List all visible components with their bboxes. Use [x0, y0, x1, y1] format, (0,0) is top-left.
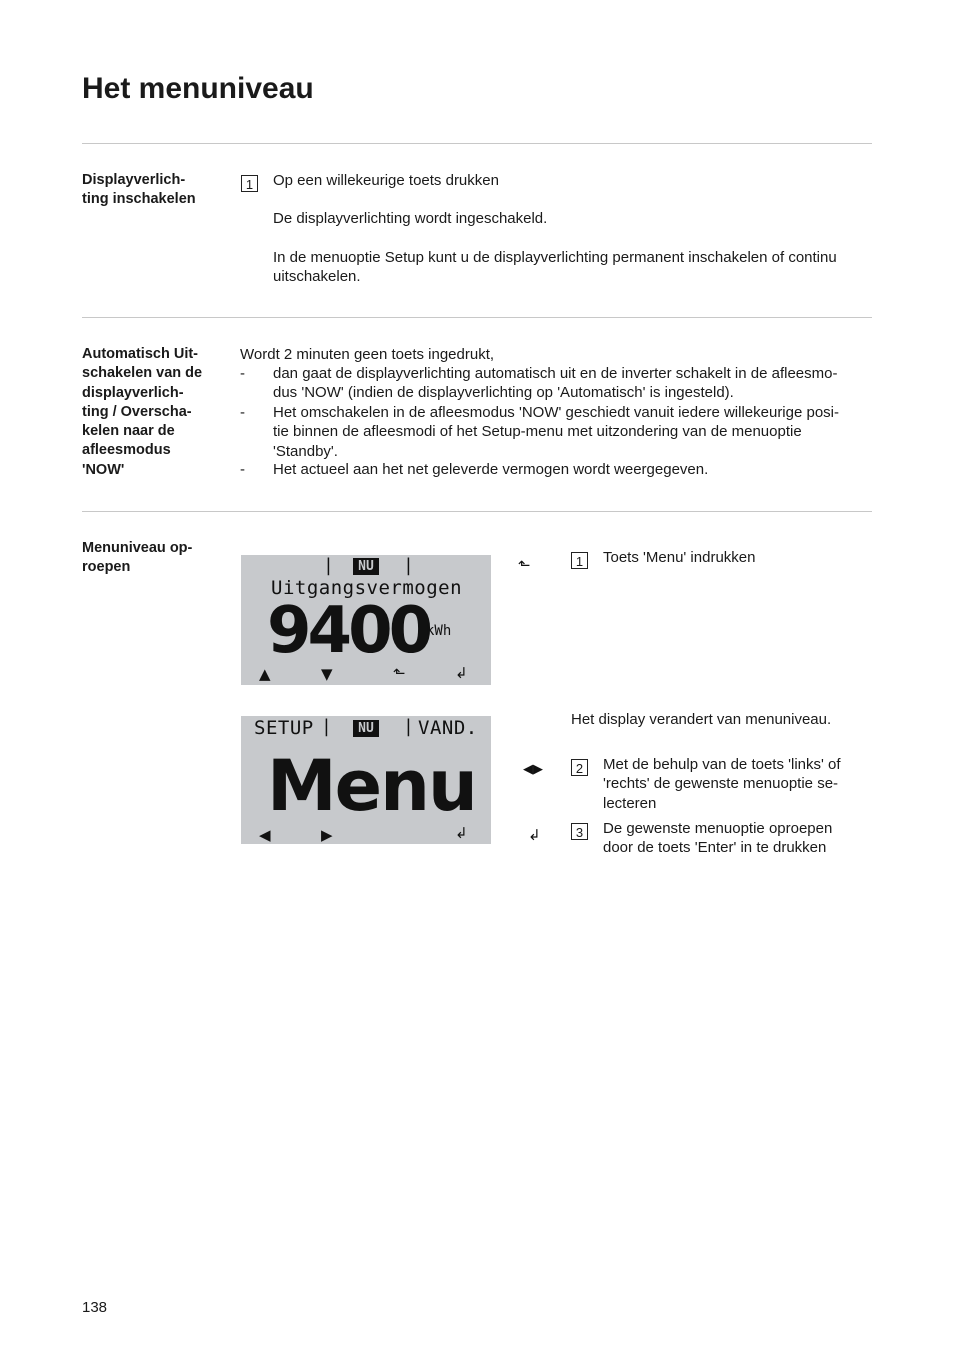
bullet-item: Het omschakelen in de afleesmodus 'NOW' geschiedt vanuit iedere willekeurige posi- tie binnen de afleesmodi of het Setup-menu met uitzondering van de menuoptie 'Standby'.	[273, 404, 840, 460]
menu-icon: ⬑	[393, 664, 406, 682]
arrow-left-icon: ◀	[259, 826, 271, 844]
step-text: Met de behulp van de toets 'links' of 'rechts' de gewenste menuoptie se- lecteren	[603, 756, 841, 812]
display-label: Uitgangsvermogen	[271, 577, 463, 599]
section-heading-menu-level: Menuniveau op- roepen	[82, 540, 193, 576]
page-title: Het menuniveau	[82, 72, 314, 105]
bullet-item: Het actueel aan het net geleverde vermogen wordt weergegeven.	[273, 461, 709, 478]
intro-text: Wordt 2 minuten geen toets ingedrukt,	[240, 346, 495, 363]
result-text: De displayverlichting wordt ingeschakeld.	[273, 210, 548, 227]
tab-now: NU	[353, 720, 379, 737]
page-number: 138	[82, 1299, 108, 1316]
divider	[82, 511, 872, 512]
section-heading-display-light: Displayverlich- ting inschakelen	[82, 172, 196, 208]
enter-key-icon: ↲	[528, 826, 541, 844]
step-number: 3	[571, 823, 588, 840]
enter-icon: ↲	[455, 824, 468, 842]
menu-key-icon: ⬑	[518, 556, 531, 574]
display-unit: kWh	[426, 623, 452, 639]
tab-vand: VAND.	[418, 717, 478, 739]
divider	[82, 317, 872, 318]
lcd-display-menu: SETUP | NU | VAND. Menu ◀ ▶ ↲	[241, 716, 491, 844]
bullet-mark: -	[240, 365, 245, 382]
bullet-mark: -	[240, 461, 245, 478]
left-right-keys-icon: ◀▶	[523, 762, 543, 777]
note-text: In de menuoptie Setup kunt u de displayverlichting permanent inschakelen of continu uitschakelen.	[273, 249, 837, 286]
bullet-mark: -	[240, 404, 245, 421]
step-number: 1	[571, 552, 588, 569]
display-menu-text: Menu	[267, 745, 476, 827]
step-number: 1	[241, 175, 258, 192]
bullet-item: dan gaat de displayverlichting automatisch uit en de inverter schakelt in de afleesmo- dus 'NOW' (indien de displayverlichting op 'Automatisch' is ingesteld).	[273, 365, 838, 402]
display-value: 9400	[267, 594, 430, 668]
arrow-up-icon: ▲	[259, 665, 271, 683]
step-text: De gewenste menuoptie oproepen door de toets 'Enter' in te drukken	[603, 820, 833, 857]
arrow-down-icon: ▼	[321, 665, 333, 683]
arrow-right-icon: ▶	[321, 826, 333, 844]
step-text: Op een willekeurige toets drukken	[273, 172, 499, 189]
step-text: Toets 'Menu' indrukken	[603, 549, 756, 566]
intermediate-text: Het display verandert van menuniveau.	[571, 711, 832, 728]
lcd-display-now: | NU | Uitgangsvermogen 9400 kWh ▲ ▼ ⬑ ↲	[241, 555, 491, 685]
tab-now: NU	[353, 558, 379, 575]
section-heading-auto-off: Automatisch Uit- schakelen van de displayverlich- ting / Overscha- kelen naar de afleesmodus 'NOW'	[82, 346, 203, 478]
enter-icon: ↲	[455, 664, 468, 682]
divider	[82, 143, 872, 144]
tab-setup: SETUP	[254, 717, 314, 739]
step-number: 2	[571, 759, 588, 776]
